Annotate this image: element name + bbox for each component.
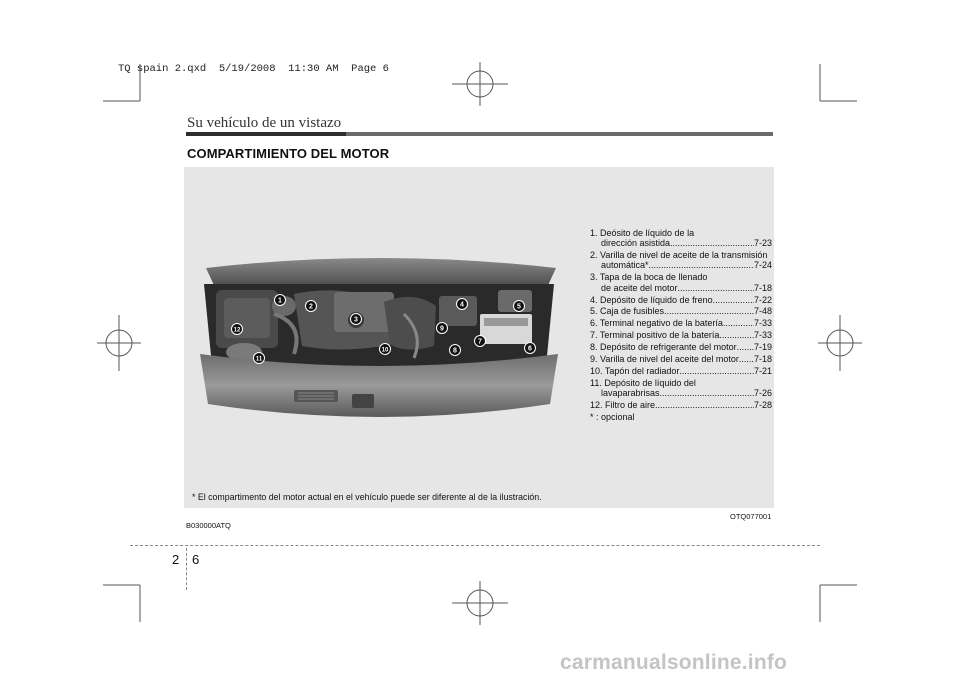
legend-item-7: 7. Terminal positivo de la batería ..... 7-33: [590, 330, 772, 340]
svg-text:3: 3: [354, 316, 358, 324]
registration-mark-right: [818, 315, 862, 371]
document-id: B030000ATQ: [186, 521, 231, 530]
chapter-number: 2: [172, 552, 180, 567]
callout-9: [437, 323, 448, 334]
svg-text:4: 4: [460, 301, 464, 309]
svg-text:2: 2: [309, 303, 313, 311]
svg-text:5: 5: [517, 303, 521, 311]
legend-item-11: 11. Depósito de líquido del lavaparabrisas ..... 7-26: [590, 378, 772, 399]
page-number: 6: [192, 552, 200, 567]
legend-item-4: 4. Depósito de líquido de freno ..... 7-22: [590, 295, 772, 305]
figure-id: OTQ077001: [730, 512, 772, 521]
svg-text:9: 9: [440, 325, 444, 333]
svg-text:10: 10: [381, 347, 389, 354]
callout-2: [306, 301, 317, 312]
legend-item-6: 6. Terminal negativo de la batería ..... 7-33: [590, 318, 772, 328]
print-slug: TQ spain 2.qxd 5/19/2008 11:30 AM Page 6: [118, 63, 389, 75]
callout-7: [475, 336, 486, 347]
legend-footnote: * : opcional: [590, 411, 635, 422]
callout-6: [525, 343, 536, 354]
legend-item-9: 9. Varilla de nivel del aceite del motor ..... 7-18: [590, 354, 772, 364]
engine-compartment-illustration: [184, 254, 574, 437]
callout-3: [351, 314, 362, 325]
svg-text:8: 8: [453, 347, 457, 355]
svg-text:12: 12: [233, 327, 241, 334]
watermark: carmanualsonline.info: [560, 651, 788, 674]
legend-item-5: 5. Caja de fusibles ..... 7-48: [590, 306, 772, 316]
legend-item-2: 2. Varilla de nivel de aceite de la transmisión automática* ..... 7-24: [590, 250, 772, 271]
header-rule: [186, 132, 773, 136]
callout-10: [380, 344, 391, 355]
legend-item-10: 10. Tapón del radiador ..... 7-21: [590, 366, 772, 376]
footer-rule: [130, 545, 820, 546]
callout-1: [275, 295, 286, 306]
callout-12: [232, 324, 243, 335]
page-number-divider: [186, 548, 187, 590]
component-legend: [590, 228, 772, 424]
callout-4: [457, 299, 468, 310]
callout-5: [514, 301, 525, 312]
svg-text:11: 11: [255, 356, 263, 363]
legend-item-1: 1. Deósito de líquido de la dirección asistida ..... 7-23: [590, 228, 772, 249]
registration-mark-bottom: [452, 581, 508, 625]
callout-11: [254, 353, 265, 364]
svg-text:1: 1: [278, 297, 282, 305]
running-header: Su vehículo de un vistazo: [187, 115, 342, 131]
registration-mark-left: [97, 315, 141, 371]
legend-item-12: 12. Filtro de aire ..... 7-28: [590, 400, 772, 410]
legend-item-3: 3. Tapa de la boca de llenado de aceite del motor ..... 7-18: [590, 272, 772, 293]
callout-8: [450, 345, 461, 356]
svg-text:6: 6: [528, 345, 532, 353]
section-title: COMPARTIMIENTO DEL MOTOR: [187, 146, 390, 161]
illustration-note: * El compartimento del motor actual en el vehículo puede ser diferente al de la ilustración.: [192, 492, 542, 502]
legend-item-8: 8. Depósito de refrigerante del motor ..... 7-19: [590, 342, 772, 352]
registration-mark-top: [452, 62, 508, 106]
svg-text:7: 7: [478, 338, 482, 346]
